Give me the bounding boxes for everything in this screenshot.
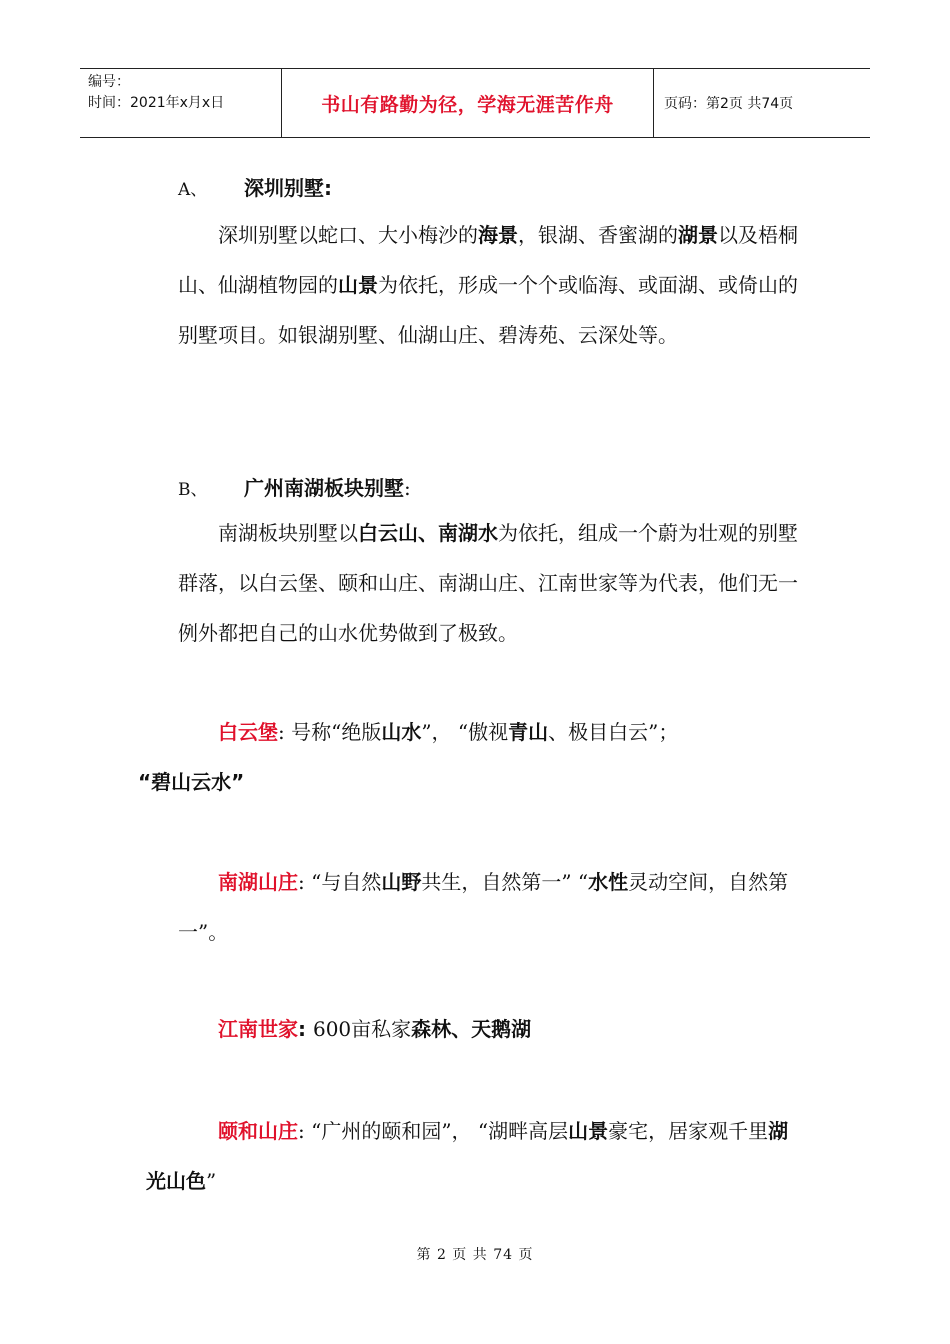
text-run: 灵动空间，自然第一”。 <box>178 870 789 944</box>
bold-run: 青山 <box>508 720 549 744</box>
section-a-heading <box>178 172 332 201</box>
text-run: 豪宅，居家观千里 <box>608 1119 769 1143</box>
bold-run: 湖光山色 <box>146 1119 789 1193</box>
bold-run: 湖景 <box>678 223 718 247</box>
bold-run: 山景 <box>568 1119 609 1143</box>
text-run: : 号称“绝版 <box>278 720 382 744</box>
section-a-paragraph <box>178 210 808 360</box>
baiyun-paragraph <box>138 707 808 807</box>
section-b-paragraph <box>178 508 808 658</box>
text-run: : “与自然 <box>298 870 382 894</box>
section-b-colon: : <box>404 476 411 500</box>
text-run: ，银湖、香蜜湖的 <box>518 223 678 247</box>
text-run: ” <box>206 1169 217 1193</box>
text-run: 以及梧桐山、仙湖植物园的 <box>178 223 798 297</box>
text-run: ”， “傲视 <box>421 720 509 744</box>
section-a-label: A、 <box>178 180 208 200</box>
text-run: 为依托，组成一个蔚为壮观的别墅群落，以白云堡、颐和山庄、南湖山庄、江南世家等为代表，他们无一例外都把自己的山水优势做到了极致。 <box>178 521 798 645</box>
bold-run: 山水 <box>381 720 422 744</box>
text-run: 深圳别墅以蛇口、大小梅沙的 <box>218 223 478 247</box>
bold-run: 森林、天鹅湖 <box>411 1017 532 1041</box>
text-run: 共生，自然第一” “ <box>421 870 589 894</box>
bold-run: 山野 <box>381 870 422 894</box>
yihe-paragraph <box>146 1106 808 1206</box>
highlight-name: 江南世家 <box>218 1017 298 1041</box>
text-run: 为依托，形成一个个或临海、或面湖、或倚山的别墅项目。如银湖别墅、仙湖山庄、碧涛苑、云深处等。 <box>178 273 798 347</box>
bold-run: “碧山云水” <box>138 770 245 794</box>
bold-run: 海景 <box>478 223 518 247</box>
section-b-label: B、 <box>178 480 208 500</box>
bold-run: 山景 <box>338 273 378 297</box>
time-label: 时间：2021年x月x日 <box>88 95 225 111</box>
bold-run: : <box>298 1017 313 1041</box>
header-table <box>80 68 870 138</box>
bold-run: 水性 <box>588 870 629 894</box>
section-b-title: 广州南湖板块别墅 <box>244 476 404 500</box>
text-run: : “广州的颐和园”， “湖畔高层 <box>298 1119 569 1143</box>
header-page-info: 页码：第2页 共74页 <box>664 96 794 112</box>
bold-run: 白云山、南湖水 <box>358 521 498 545</box>
jiangnan-paragraph <box>218 1004 848 1054</box>
nanhu-paragraph <box>178 857 808 957</box>
highlight-name: 颐和山庄 <box>218 1119 298 1143</box>
section-b-heading <box>178 472 411 501</box>
section-a-title: 深圳别墅: <box>244 176 332 200</box>
text-run: 南湖板块别墅以 <box>218 521 358 545</box>
header-motto: 书山有路勤为径，学海无涯苦作舟 <box>282 69 654 137</box>
highlight-name: 南湖山庄 <box>218 870 298 894</box>
header-meta-cell <box>80 69 282 137</box>
highlight-name: 白云堡 <box>218 720 278 744</box>
page-footer: 第 2 页 共 74 页 <box>416 1247 534 1263</box>
text-run: 600亩私家 <box>312 1017 412 1041</box>
text-run: 、极目白云”； <box>548 720 679 744</box>
number-label: 编号： <box>88 74 130 90</box>
